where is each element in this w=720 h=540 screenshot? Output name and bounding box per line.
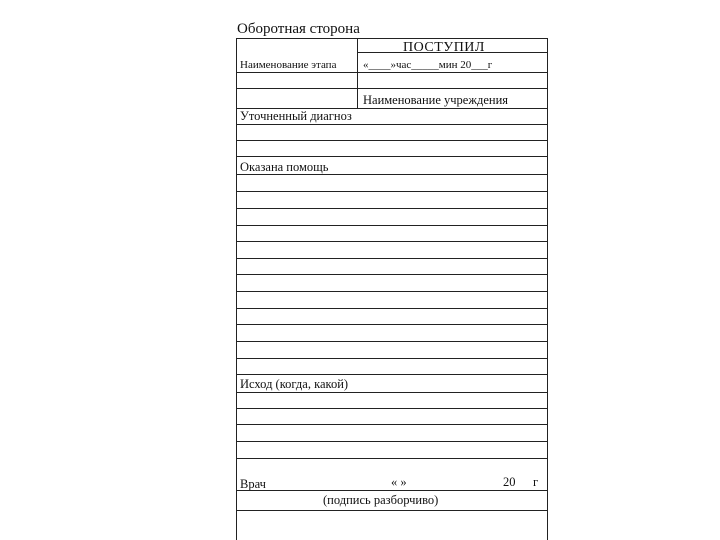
rule	[237, 510, 547, 511]
rule	[237, 88, 547, 89]
help-label: Оказана помощь	[240, 160, 329, 174]
doctor-year-suffix: г	[533, 475, 539, 489]
rule	[237, 274, 547, 275]
rule	[237, 374, 547, 375]
rule	[237, 341, 547, 342]
outcome-label: Исход (когда, какой)	[240, 377, 349, 391]
admission-date-line[interactable]: «____»час_____мин 20___г	[363, 59, 493, 71]
rule	[237, 291, 547, 292]
rule	[237, 72, 547, 73]
rule	[237, 124, 547, 125]
rule	[237, 225, 547, 226]
rule	[237, 458, 547, 459]
rule	[237, 191, 547, 192]
rule	[237, 441, 547, 442]
rule	[237, 258, 547, 259]
rule	[237, 208, 547, 209]
form-title: Оборотная сторона	[237, 21, 360, 37]
rule	[237, 490, 547, 491]
rule	[237, 324, 547, 325]
rule	[237, 38, 547, 39]
admission-header: ПОСТУПИЛ	[403, 40, 485, 55]
rule	[237, 140, 547, 141]
medical-form	[236, 38, 548, 540]
column-divider	[357, 38, 358, 108]
doctor-year[interactable]: 20	[503, 475, 516, 489]
doctor-label: Врач	[240, 477, 266, 491]
rule	[237, 156, 547, 157]
rule	[237, 241, 547, 242]
rule	[237, 174, 547, 175]
rule	[237, 308, 547, 309]
institution-label: Наименование учреждения	[363, 93, 509, 107]
rule	[357, 52, 547, 53]
rule	[237, 424, 547, 425]
doctor-date-quote[interactable]: « »	[391, 475, 407, 489]
rule	[237, 358, 547, 359]
signature-hint: (подпись разборчиво)	[323, 493, 439, 507]
diagnosis-label: Уточненный диагноз	[240, 109, 352, 123]
rule	[237, 408, 547, 409]
rule	[237, 392, 547, 393]
stage-label: Наименование этапа	[240, 59, 337, 71]
